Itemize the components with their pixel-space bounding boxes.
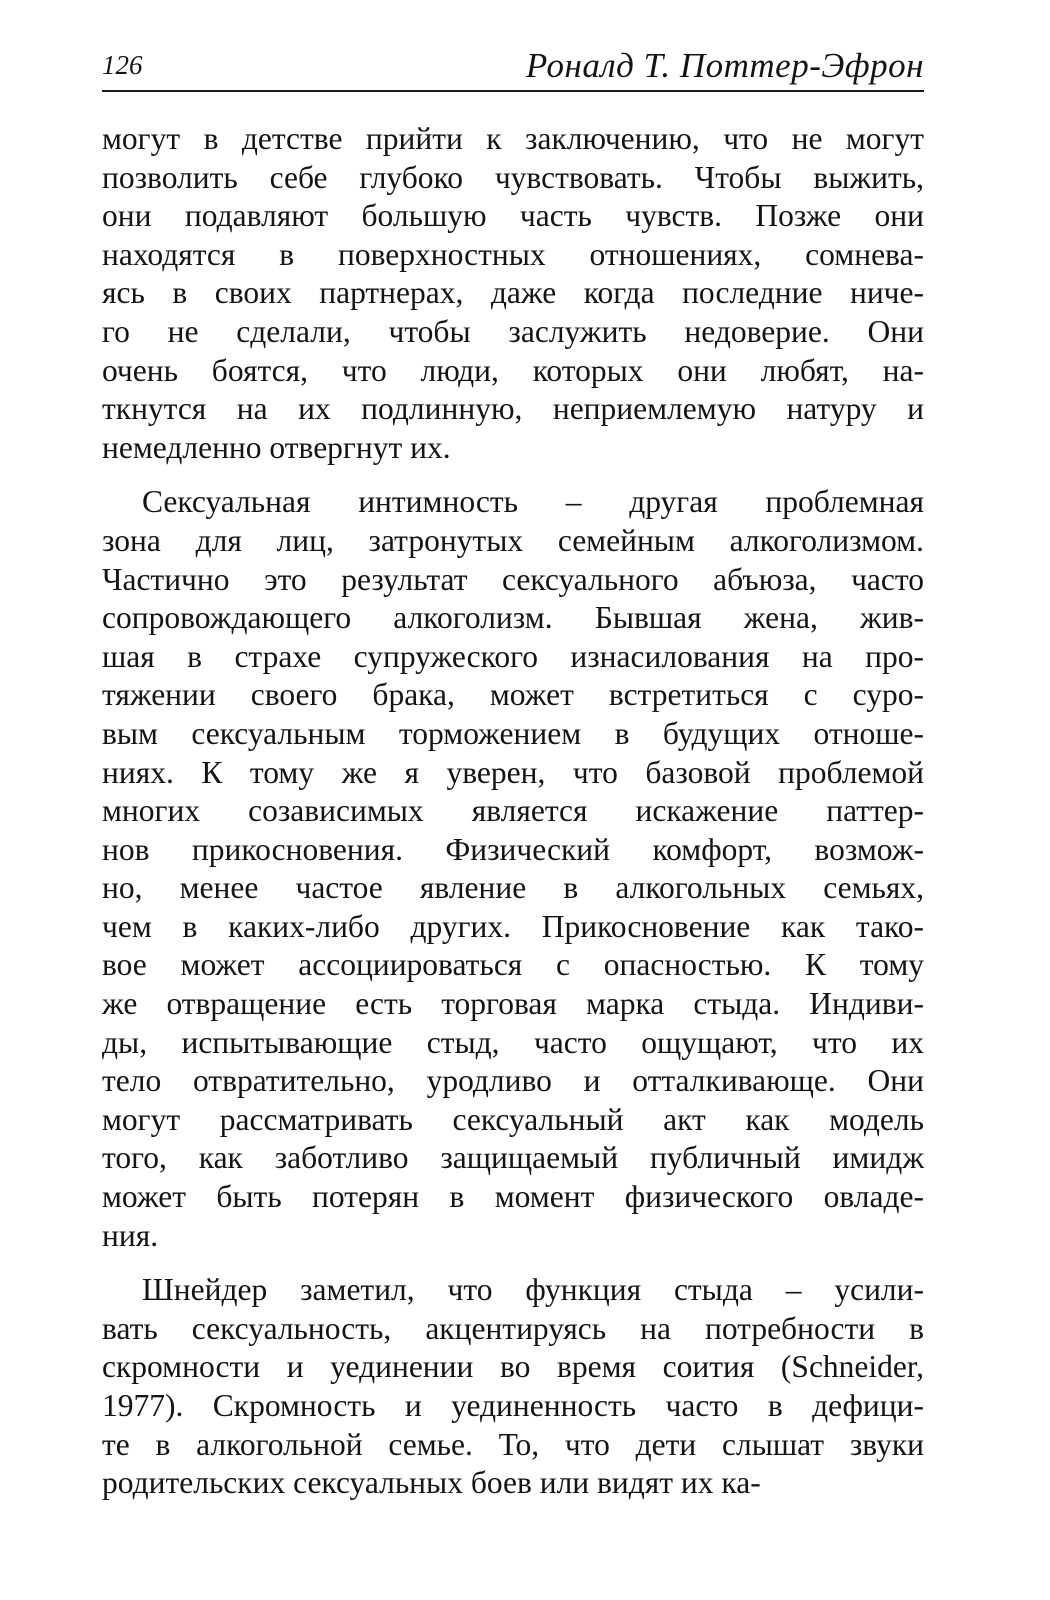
text-line: вым сексуальным торможением в будущих отноше- [102, 715, 924, 751]
text-line: немедленно отвергнут их. [102, 429, 451, 465]
paragraph [102, 1271, 924, 1503]
text-line: вое может ассоциироваться с опасностью. К тому [102, 947, 924, 983]
paragraph [102, 483, 924, 1255]
text-line: Частично это результат сексуального абъюза, часто [102, 561, 924, 597]
text-line: нов прикосновения. Физический комфорт, возмож- [102, 831, 924, 867]
text-line: вать сексуальность, акцентируясь на потребности в [102, 1310, 924, 1346]
text-line: шая в страхе супружеского изнасилования на про- [102, 638, 924, 674]
text-line: тело отвратительно, уродливо и отталкивающе. Они [102, 1063, 924, 1099]
paragraph [102, 120, 924, 467]
text-line: ткнутся на их подлинную, неприемлемую натуру и [102, 391, 924, 427]
text-line: 1977). Скромность и уединенность часто в дефици- [102, 1388, 924, 1423]
text-line: они подавляют большую часть чувств. Позже они [102, 198, 924, 234]
text-line: сопровождающего алкоголизм. Бывшая жена, жив- [102, 600, 924, 636]
text-line: скромности и уединении во время соития (Schneider, [102, 1349, 924, 1385]
text-line: те в алкогольной семье. То, что дети слышат звуки [102, 1426, 924, 1462]
text-line: могут рассматривать сексуальный акт как модель [102, 1101, 924, 1137]
text-line: ды, испытывающие стыд, часто ощущают, что их [102, 1024, 924, 1060]
running-head [102, 46, 924, 92]
book-page [102, 46, 924, 1576]
text-line: позволить себе глубоко чувствовать. Чтобы выжить, [102, 159, 924, 195]
text-line: Шнейдер заметил, что функция стыда – усили- [142, 1272, 924, 1308]
text-line: тяжении своего брака, может встретиться с суро- [102, 677, 924, 713]
text-line: же отвращение есть торговая марка стыда. Индиви- [102, 986, 924, 1022]
text-line: чем в каких-либо других. Прикосновение как тако- [102, 908, 924, 944]
text-line: многих созависимых является искажение паттер- [102, 793, 924, 829]
body-text [102, 120, 924, 1503]
text-line: может быть потерян в момент физического овладе- [102, 1179, 924, 1215]
text-line: ясь в своих партнерах, даже когда последние ниче- [102, 275, 924, 311]
page-number: 126 [102, 50, 143, 80]
text-line: могут в детстве прийти к заключению, что не могут [102, 121, 924, 156]
text-line: ниях. К тому же я уверен, что базовой проблемой [102, 754, 924, 790]
text-line: очень боятся, что люди, которых они любят, на- [102, 352, 924, 388]
text-line: находятся в поверхностных отношениях, сомнева- [102, 236, 924, 272]
running-title: Роналд Т. Поттер-Эфрон [525, 46, 924, 85]
text-line: но, менее частое явление в алкогольных семьях, [102, 870, 924, 906]
text-line: родительских сексуальных боев или видят их ка- [102, 1465, 761, 1501]
text-line: зона для лиц, затронутых семейным алкоголизмом. [102, 522, 924, 558]
text-line: го не сделали, чтобы заслужить недоверие. Они [102, 313, 924, 349]
text-line: ния. [102, 1217, 159, 1253]
text-line: Сексуальная интимность – другая проблемная [142, 484, 924, 520]
text-line: того, как заботливо защищаемый публичный имидж [102, 1140, 924, 1176]
